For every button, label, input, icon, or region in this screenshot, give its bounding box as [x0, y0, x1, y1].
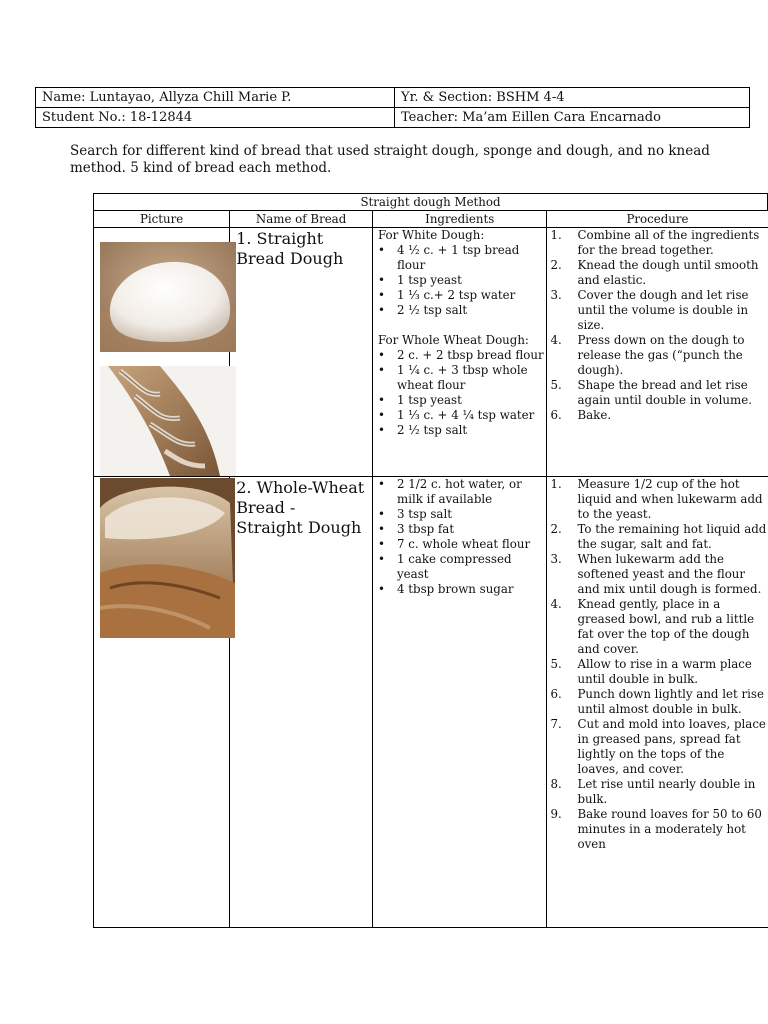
ingredient-item: • 2 ½ tsp salt: [397, 423, 546, 438]
procedure-step: 1. Combine all of the ingredients for the bread together.: [550, 228, 760, 257]
ingredients-cell: [373, 228, 547, 477]
instructions-text: Search for different kind of bread that used straight dough, sponge and dough, and no knead method. 5 kind of bread each method.: [70, 143, 710, 176]
procedure-step: 2. Knead the dough until smooth and elastic.: [550, 258, 759, 287]
ingredient-item: • 1 tsp yeast: [397, 273, 546, 288]
procedure-step: 5. Allow to rise in a warm place until double in bulk.: [550, 657, 752, 686]
bread-name-cell: [230, 228, 373, 477]
whole-wheat-braid-photo: [100, 366, 236, 476]
ingredient-item: • 2 ½ tsp salt: [397, 303, 546, 318]
procedure-step: 2. To the remaining hot liquid add the sugar, salt and fat.: [550, 522, 767, 551]
procedure-list: [547, 228, 767, 423]
ingredient-group-label: For Whole Wheat Dough:: [378, 333, 529, 347]
ingredient-item: • 2 1/2 c. hot water, or milk if available: [397, 477, 546, 507]
bread-name-cell: [230, 477, 373, 928]
bread-name: 2. Whole-Wheat Bread - Straight Dough: [236, 478, 365, 537]
procedure-step: 9. Bake round loaves for 50 to 60 minutes in a moderately hot oven: [550, 807, 762, 851]
ingredient-group-label: For White Dough:: [378, 228, 485, 242]
ingredient-list: [373, 477, 546, 597]
year-section: Yr. & Section: BSHM 4-4: [395, 88, 750, 108]
procedure-step: 4. Knead gently, place in a greased bowl, and rub a little fat over the top of the dough and cover.: [550, 597, 755, 656]
ingredient-item: • 1 ⅓ c.+ 2 tsp water: [397, 288, 546, 303]
ingredient-item: • 7 c. whole wheat flour: [397, 537, 546, 552]
procedure-step: 7. Cut and mold into loaves, place in greased pans, spread fat lightly on the tops of the loaves, and cover.: [550, 717, 766, 776]
procedure-step: 1. Measure 1/2 cup of the hot liquid and when lukewarm add to the yeast.: [550, 477, 763, 521]
ingredient-item: • 1 tsp yeast: [397, 393, 546, 408]
ingredient-item: • 1 ¼ c. + 3 tbsp whole wheat flour: [397, 363, 546, 393]
column-header-procedure: Procedure: [547, 211, 768, 228]
bread-name: 1. Straight Bread Dough: [236, 229, 344, 268]
white-dough-photo: [100, 242, 236, 352]
ingredients-cell: [373, 477, 547, 928]
ingredient-list: [373, 348, 546, 438]
procedure-step: 6. Bake.: [550, 408, 612, 422]
student-number: Student No.: 18-12844: [36, 108, 395, 128]
ingredient-list: [373, 243, 546, 318]
ingredient-item: • 1 cake compressed yeast: [397, 552, 546, 582]
ingredient-item: • 2 c. + 2 tbsp bread flour: [397, 348, 546, 363]
procedure-step: 6. Punch down lightly and let rise until almost double in bulk.: [550, 687, 764, 716]
ingredient-item: • 4 ½ c. + 1 tsp bread flour: [397, 243, 546, 273]
procedure-step: 5. Shape the bread and let rise again until double in volume.: [550, 378, 752, 407]
procedure-cell: [547, 228, 768, 477]
column-header-ingredients: Ingredients: [373, 211, 547, 228]
ingredient-item: • 4 tbsp brown sugar: [397, 582, 546, 597]
whole-wheat-loaf-photo: [100, 478, 235, 638]
procedure-step: 4. Press down on the dough to release the gas (“punch the dough).: [550, 333, 745, 377]
teacher-name: Teacher: Ma’am Eillen Cara Encarnado: [395, 108, 750, 128]
ingredient-item: • 3 tsp salt: [397, 507, 546, 522]
procedure-cell: [547, 477, 768, 928]
procedure-step: 8. Let rise until nearly double in bulk.: [550, 777, 756, 806]
column-header-name: Name of Bread: [230, 211, 373, 228]
student-name: Name: Luntayao, Allyza Chill Marie P.: [36, 88, 395, 108]
procedure-list: [547, 477, 767, 852]
ingredient-item: • 1 ⅓ c. + 4 ¼ tsp water: [397, 408, 546, 423]
student-info-table: [35, 87, 750, 128]
column-header-picture: Picture: [94, 211, 230, 228]
procedure-step: 3. Cover the dough and let rise until the volume is double in size.: [550, 288, 749, 332]
ingredient-item: • 3 tbsp fat: [397, 522, 546, 537]
table-title: Straight dough Method: [94, 194, 768, 211]
procedure-step: 3. When lukewarm add the softened yeast and the flour and mix until dough is formed.: [550, 552, 762, 596]
